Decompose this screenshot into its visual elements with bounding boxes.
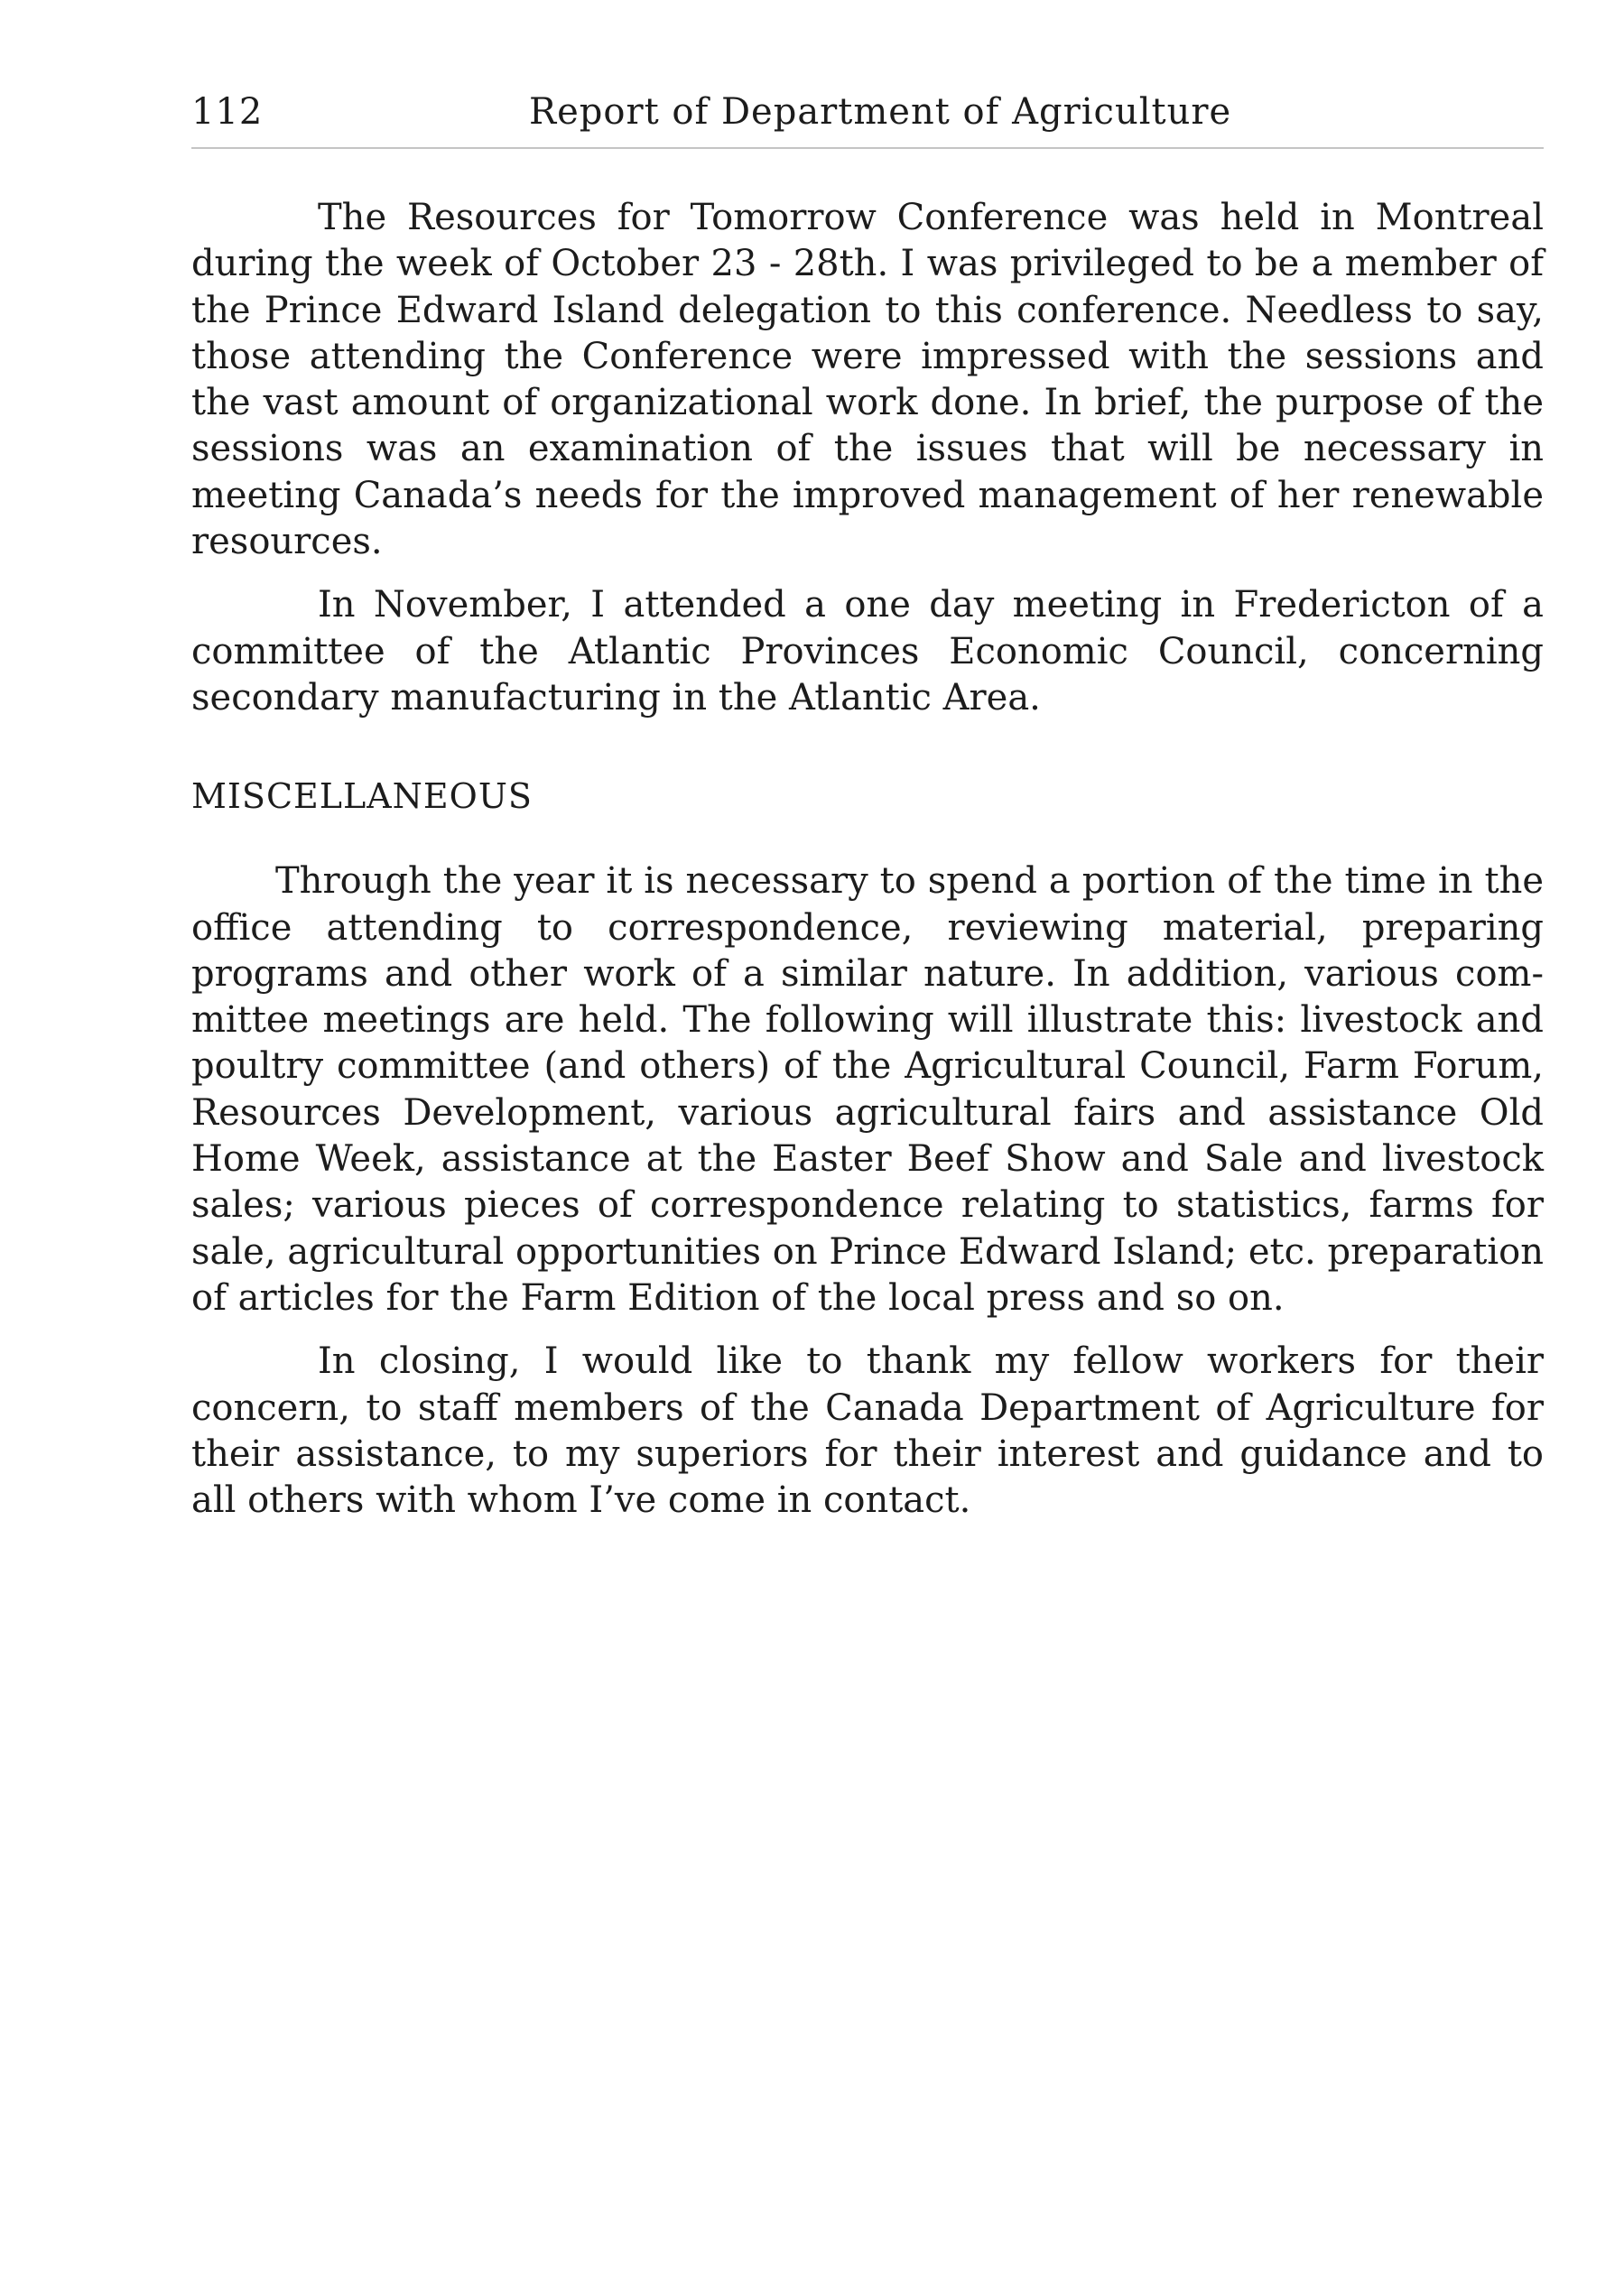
- page-number: 112: [191, 91, 264, 133]
- paragraph-office-work: Through the year it is necessary to spend a portion of the time in the office attending to correspondence, reviewing material, preparing programs and other work of a similar nature. In addition, various committee meetings are held. The following will illustrate this: livestock and poultry committee (and others) of the Agricultural Council, Farm Forum, Resources Development, various agricultural fairs and assistance Old Home Week, assistance at the Easter Beef Show and Sale and livestock sales; various pieces of correspondence relating to statistics, farms for sale, agricultural opportunities on Prince Edward Island; etc. preparation of articles for the Farm Edition of the local press and so on.: [191, 860, 1544, 1319]
- section-heading: MISCELLANEOUS: [191, 776, 533, 817]
- body-text: [191, 195, 1544, 1524]
- running-title: Report of Department of Agriculture: [529, 91, 1232, 133]
- paragraph-closing: In closing, I would like to thank my fellow workers for their concern, to staff members of the Canada Department of Agriculture for their assistance, to my superiors for their interest and guidance and to all others with whom I’ve come in contact.: [191, 1340, 1544, 1522]
- running-header: [191, 88, 1545, 135]
- paragraph-november-meeting: In November, I attended a one day meeting in Fredericton of a committee of the Atlantic Provinces Economic Council, concerning secondary manufacturing in the Atlantic Area.: [191, 584, 1544, 719]
- paragraph-resources-conference: The Resources for Tomorrow Conference was held in Montreal during the week of October 23 - 28th. I was privileged to be a member of the Prince Edward Island delegation to this conference. Needless to say, those attending the Conference were impressed with the sessions and the vast amount of organizational work done. In brief, the purpose of the sessions was an examination of the issues that will be necessary in meeting Canada’s needs for the improved management of her renewable resources.: [191, 197, 1544, 563]
- header-rule: [191, 147, 1544, 149]
